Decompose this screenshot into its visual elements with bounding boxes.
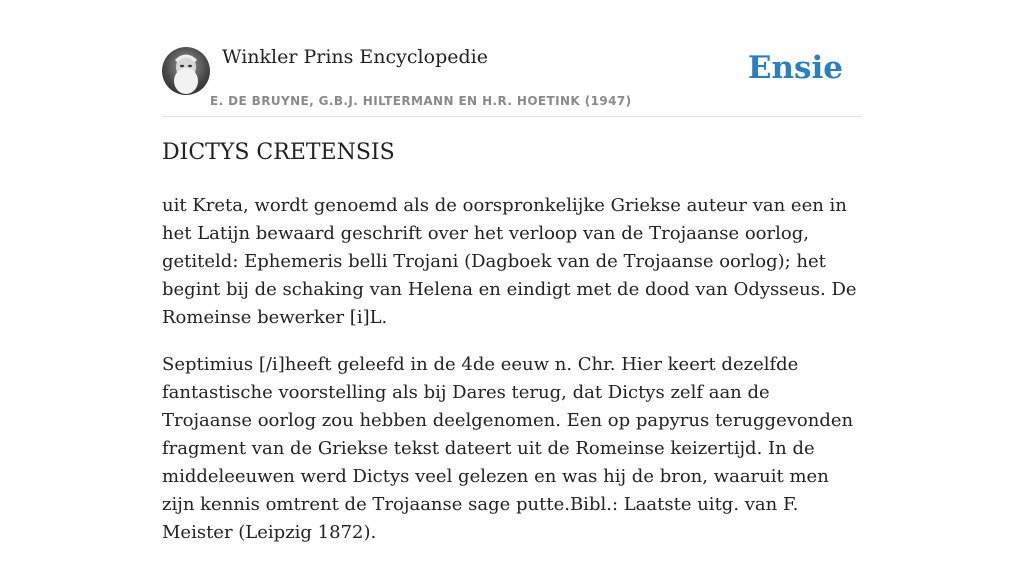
authors-credit: E. DE BRUYNE, G.B.J. HILTERMANN EN H.R. HOETINK (1947): [210, 94, 632, 108]
entry-paragraph: Septimius [/i]heeft geleefd in de 4de eeuw n. Chr. Hier keert dezelfde fantastische voorstelling als bij Dares terug, dat Dictys zelf aan de Trojaanse oorlog zou hebben deelgenomen. Een op papyrus teruggevonden fragment van de Griekse tekst dateert uit de Romeinse keizertijd. In de middeleeuwen werd Dictys veel gelezen en was hij de bron, waaruit men zijn kennis omtrent de Trojaanse sage putte.Bibl.: Laatste uitg. van F. Meister (Leipzig 1872).: [162, 354, 854, 543]
brand-logo[interactable]: Ensie: [747, 50, 843, 86]
author-portrait-icon: [162, 47, 210, 95]
entry-body: [162, 192, 862, 566]
encyclopedia-page: [162, 0, 862, 543]
site-header: [162, 0, 862, 117]
site-title[interactable]: Winkler Prins Encyclopedie: [222, 46, 488, 68]
entry-paragraph: uit Kreta, wordt genoemd als de oorspronkelijke Griekse auteur van een in het Latijn bewaard geschrift over het verloop van de Trojaanse oorlog, getiteld: Ephemeris belli Trojani (Dagboek van de Trojaanse oorlog); het begint bij de schaking van Helena en eindigt met de dood van Odysseus. De Romeinse bewerker [i]L.: [162, 195, 857, 328]
entry-title: DICTYS CRETENSIS: [162, 140, 395, 165]
